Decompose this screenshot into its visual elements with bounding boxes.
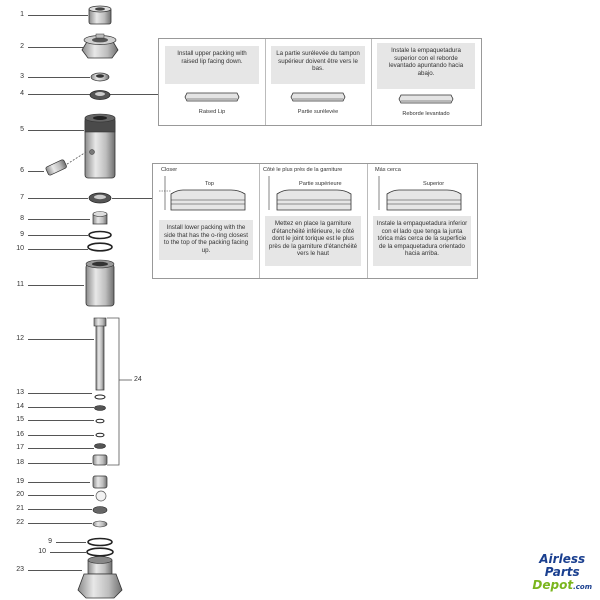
upper-instruction-es: Instale la empaquetadura superior con el reborde levantado apuntando hacia abajo. — [377, 43, 475, 89]
part-22-washer — [93, 521, 107, 527]
lower-top-label-es: Superior — [423, 181, 445, 187]
lower-side-label-es: Más cerca — [375, 167, 401, 173]
upper-caption-en: Raised Lip — [198, 109, 226, 115]
part-7-lower-packing — [89, 193, 111, 203]
upper-cell-es — [371, 39, 481, 125]
callout-7: 7 — [20, 194, 24, 201]
upper-instruction-en: Install upper packing with raised lip facing down. — [165, 46, 259, 84]
lower-cell-fr — [259, 164, 368, 278]
part-18-seat — [93, 455, 107, 465]
lower-top-label-fr: Partie supérieure — [299, 181, 342, 187]
logo-suffix: .com — [573, 583, 592, 591]
callout-4: 4 — [20, 90, 24, 97]
part-17-packing — [95, 444, 106, 449]
callout-22: 22 — [16, 519, 24, 526]
callout-23: 23 — [16, 566, 24, 573]
part-21-seat — [93, 507, 107, 514]
callout-13: 13 — [16, 389, 24, 396]
part-3-washer — [91, 73, 109, 81]
callout-15: 15 — [16, 416, 24, 423]
callout-2: 2 — [20, 43, 24, 50]
callout-14: 14 — [16, 403, 24, 410]
callout-11: 11 — [16, 281, 24, 288]
part-11-cylinder — [86, 260, 114, 306]
logo-line-1: Airless — [539, 552, 586, 566]
logo-line-3: Depot — [532, 578, 574, 592]
callout-8: 8 — [20, 215, 24, 222]
upper-cell-fr — [265, 39, 372, 125]
lower-instruction-es: Instale la empaquetadura inferior con el lado que tenga la junta tórica más cerca de la superficie de la empaquetadura orientado hacia arriba. — [373, 216, 471, 266]
callout-5: 5 — [20, 126, 24, 133]
callout-3: 3 — [20, 73, 24, 80]
logo-line-2: Parts — [544, 565, 580, 579]
part-23-inlet-housing — [78, 557, 122, 599]
part-19-cage — [93, 476, 107, 488]
callout-18: 18 — [16, 459, 24, 466]
part-5-housing — [85, 114, 115, 178]
part-13-o-ring — [95, 395, 105, 399]
upper-cell-en — [159, 39, 266, 125]
callout-21: 21 — [16, 505, 24, 512]
lower-side-label-fr: Côté le plus près de la garniture — [263, 167, 343, 173]
part-14-packing — [95, 406, 106, 411]
lower-instruction-en: Install lower packing with the side that has the o-ring closest to the top of the packing facing up. — [159, 220, 253, 260]
lower-packing-panel — [152, 163, 478, 279]
part-16-o-ring — [96, 433, 104, 437]
callout-10: 10 — [16, 245, 24, 252]
airless-parts-depot-logo — [532, 553, 592, 594]
callout-16: 16 — [16, 431, 24, 438]
upper-caption-fr: Partie surélevée — [297, 109, 339, 115]
upper-instruction-fr: La partie surélevée du tampon supérieur doivent être vers le bas. — [271, 46, 365, 84]
bracket-label-24: 24 — [134, 376, 142, 383]
part-12-piston-rod — [94, 318, 106, 390]
callout-12: 12 — [16, 335, 24, 342]
callout-6: 6 — [20, 167, 24, 174]
part-10-o-ring — [88, 243, 112, 251]
lower-side-label-en: Closer — [161, 167, 178, 173]
upper-packing-panel — [158, 38, 482, 126]
lower-instruction-fr: Mettez en place la garniture d'étanchéité inférieure, le côté dont le joint torique est le plus près de la garniture d'étanchéité vers le haut — [265, 216, 361, 266]
callout-1: 1 — [20, 11, 24, 18]
logo-line-3-wrap — [532, 579, 592, 594]
part-8-bushing — [93, 212, 107, 225]
callout-19: 19 — [16, 478, 24, 485]
part-9-o-ring — [89, 232, 111, 239]
callout-10b: 10 — [38, 548, 46, 555]
callout-17: 17 — [16, 444, 24, 451]
part-20-ball — [96, 491, 106, 501]
part-10-o-ring-lower — [87, 548, 113, 556]
lower-cell-es — [367, 164, 477, 278]
callout-20: 20 — [16, 491, 24, 498]
part-9-o-ring-lower — [88, 539, 112, 546]
part-4-upper-packing — [90, 91, 110, 100]
part-2-flange — [82, 34, 118, 58]
upper-caption-es: Reborde levantado — [402, 111, 450, 117]
callout-9b: 9 — [48, 538, 52, 545]
part-15-o-ring — [96, 419, 104, 423]
lower-cell-en — [153, 164, 260, 278]
part-1-nut — [89, 6, 111, 24]
lower-top-label-en: Top — [205, 181, 215, 187]
callout-9: 9 — [20, 231, 24, 238]
part-6-fitting — [45, 152, 86, 176]
